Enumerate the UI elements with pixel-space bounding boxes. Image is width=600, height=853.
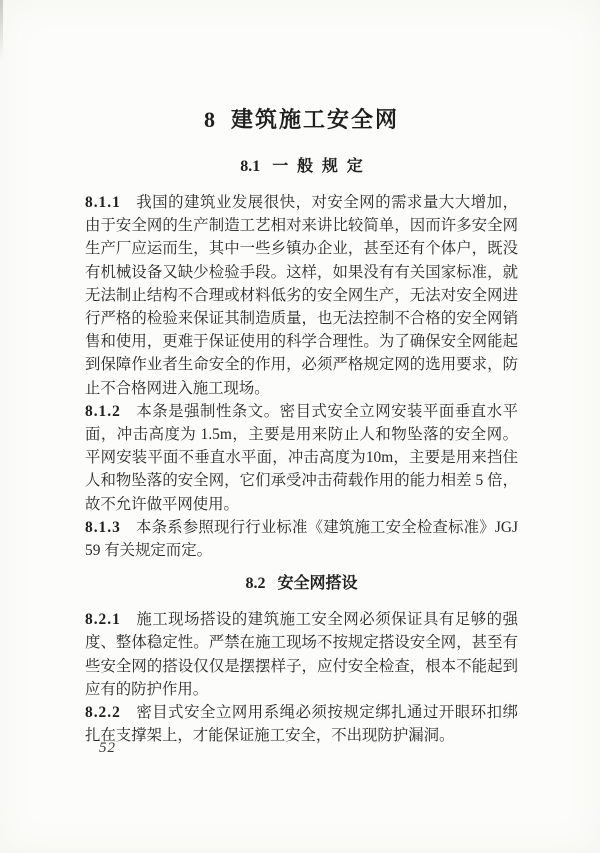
page-number: 52 bbox=[99, 740, 116, 756]
paragraph-number: 8.2.2 bbox=[85, 704, 121, 722]
paragraph-8-1-2 bbox=[85, 400, 518, 516]
paragraph-text: 施工现场搭设的建筑施工安全网必须保证具有足够的强度、整体稳定性。严禁在施工现场不按规定搭设安全网，甚至有些安全网的搭设仅仅是摆摆样子，应付安全检查，根本不能起到应有的防护作用。 bbox=[85, 611, 518, 698]
paragraph-text: 本条系参照现行行业标准《建筑施工安全检查标准》JGJ 59 有关规定而定。 bbox=[85, 518, 518, 560]
section-title: 一般规定 bbox=[272, 158, 372, 175]
chapter-title-text: 建筑施工安全网 bbox=[230, 107, 399, 132]
paragraph-8-2-2 bbox=[85, 701, 518, 747]
scan-artifact bbox=[0, 0, 3, 60]
paragraph-text: 我国的建筑业发展很快，对安全网的需求量大大增加，由于安全网的生产制造工艺相对来讲比较简单，因而许多安全网生产厂应运而生，其中一些乡镇办企业，甚至还有个体户，既没有机械设备又缺少检验手段。这样，如果没有有关国家标准，就无法制止结构不合理或材料低劣的安全网生产，无法对安全网进行严格的检验来保证其制造质量，也无法控制不合格的安全网销售和使用，更难于保证使用的科学合理性。为了确保安全网能起到保障作业者生命安全的作用，必须严格规定网的选用要求，防止不合格网进入施工现场。 bbox=[85, 194, 518, 397]
chapter-title bbox=[85, 103, 518, 134]
paragraph-8-2-1 bbox=[85, 608, 518, 701]
paragraph-number: 8.2.1 bbox=[85, 611, 121, 629]
section-number: 8.2 bbox=[245, 575, 266, 593]
section-number: 8.1 bbox=[240, 158, 261, 175]
section-title: 安全网搭设 bbox=[277, 575, 358, 593]
section-heading-8-2 bbox=[85, 573, 518, 595]
paragraph-number: 8.1.3 bbox=[85, 518, 121, 536]
paragraph-8-1-3 bbox=[85, 516, 518, 562]
section-heading-8-1 bbox=[85, 156, 518, 178]
chapter-number: 8 bbox=[203, 107, 215, 132]
paragraph-text: 密目式安全立网用系绳必须按规定绑扎通过开眼环扣绑扎在支撑架上，才能保证施工安全，不出现防护漏洞。 bbox=[85, 704, 518, 745]
page-content bbox=[85, 103, 518, 747]
paragraph-text: 本条是强制性条文。密目式安全立网安装平面垂直水平面，冲击高度为 1.5m，主要是用来防止人和物坠落的安全网。平网安装平面不垂直水平面，冲击高度为10m，主要是用来挡住人和物坠落的安全网，它们承受冲击荷载作用的能力相差 5 倍，故不允许做平网使用。 bbox=[85, 402, 518, 513]
paragraph-number: 8.1.1 bbox=[85, 194, 121, 211]
paragraph-8-1-1 bbox=[85, 191, 518, 400]
paragraph-number: 8.1.2 bbox=[85, 402, 121, 420]
